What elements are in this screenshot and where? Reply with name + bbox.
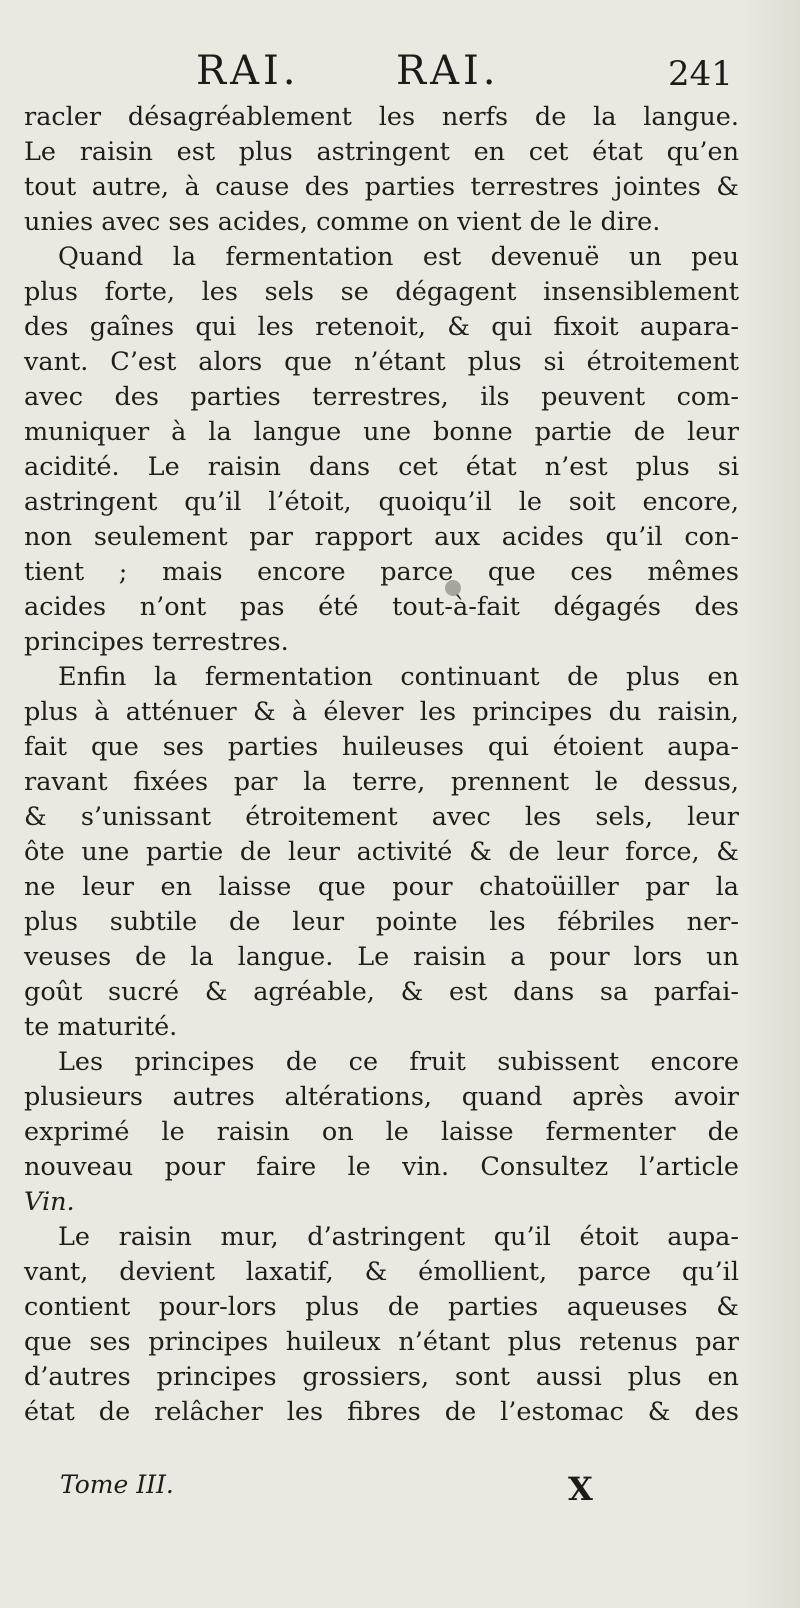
text-line: Enfin la fermentation continuant de plus en — [58, 662, 739, 692]
text-line: vant. C’est alors que n’étant plus si étroitement — [24, 347, 739, 377]
text-line: racler désagréablement les nerfs de la langue. — [24, 102, 739, 132]
text-line: que ses principes huileux n’étant plus retenus par — [24, 1327, 739, 1357]
signature-mark: X — [568, 1470, 593, 1508]
text-line: avec des parties terrestres, ils peuvent com- — [24, 382, 739, 412]
text-line: nouveau pour faire le vin. Consultez l’article — [24, 1152, 739, 1182]
text-line: Le raisin est plus astringent en cet état qu’en — [24, 137, 739, 167]
text-line: acidité. Le raisin dans cet état n’est plus si — [24, 452, 739, 482]
text-line: goût sucré & agréable, & est dans sa parfai- — [24, 977, 739, 1007]
body-text — [24, 100, 739, 1430]
running-header — [0, 48, 800, 108]
text-line: Quand la fermentation est devenuë un peu — [58, 242, 739, 272]
text-line: non seulement par rapport aux acides qu’il con- — [24, 522, 739, 552]
text-line: fait que ses parties huileuses qui étoient aupa- — [24, 732, 739, 762]
text-line: état de relâcher les fibres de l’estomac & des — [24, 1397, 739, 1427]
text-line: principes terrestres. — [24, 627, 289, 657]
text-line: unies avec ses acides, comme on vient de le dire. — [24, 207, 661, 237]
text-line: vant, devient laxatif, & émollient, parce qu’il — [24, 1257, 739, 1287]
text-line: Le raisin mur, d’astringent qu’il étoit aupa- — [58, 1222, 739, 1252]
text-line: des gaînes qui les retenoit, & qui fixoit aupara- — [24, 312, 739, 342]
text-line: & s’unissant étroitement avec les sels, leur — [24, 802, 739, 832]
text-line: plus subtile de leur pointe les fébriles ner- — [24, 907, 739, 937]
text-line: Vin. — [24, 1187, 75, 1217]
text-line: ne leur en laisse que pour chatoüiller par la — [24, 872, 739, 902]
text-line: Les principes de ce fruit subissent encore — [58, 1047, 739, 1077]
ink-smudge — [445, 580, 461, 596]
text-line: veuses de la langue. Le raisin a pour lors un — [24, 942, 739, 972]
headword-left: RAI. — [196, 48, 300, 94]
text-line: tient ; mais encore parce que ces mêmes — [24, 557, 739, 587]
text-line: plus forte, les sels se dégagent insensiblement — [24, 277, 739, 307]
text-line: ôte une partie de leur activité & de leur force, & — [24, 837, 739, 867]
page-footer — [0, 1470, 800, 1530]
text-line: contient pour-lors plus de parties aqueuses & — [24, 1292, 739, 1322]
text-line: exprimé le raisin on le laisse fermenter de — [24, 1117, 739, 1147]
page-edge-shadow — [740, 0, 800, 1608]
text-line: d’autres principes grossiers, sont aussi plus en — [24, 1362, 739, 1392]
text-line: astringent qu’il l’étoit, quoiqu’il le soit encore, — [24, 487, 739, 517]
headword-right: RAI. — [396, 48, 500, 94]
page-number: 241 — [668, 54, 733, 94]
text-line: plusieurs autres altérations, quand après avoir — [24, 1082, 739, 1112]
text-line: acides n’ont pas été tout-à-fait dégagés des — [24, 592, 739, 622]
text-line: te maturité. — [24, 1012, 178, 1042]
text-line: plus à atténuer & à élever les principes du raisin, — [24, 697, 739, 727]
text-line: ravant fixées par la terre, prennent le dessus, — [24, 767, 739, 797]
volume-label: Tome III. — [60, 1470, 174, 1499]
text-line: tout autre, à cause des parties terrestres jointes & — [24, 172, 739, 202]
text-line: muniquer à la langue une bonne partie de leur — [24, 417, 739, 447]
